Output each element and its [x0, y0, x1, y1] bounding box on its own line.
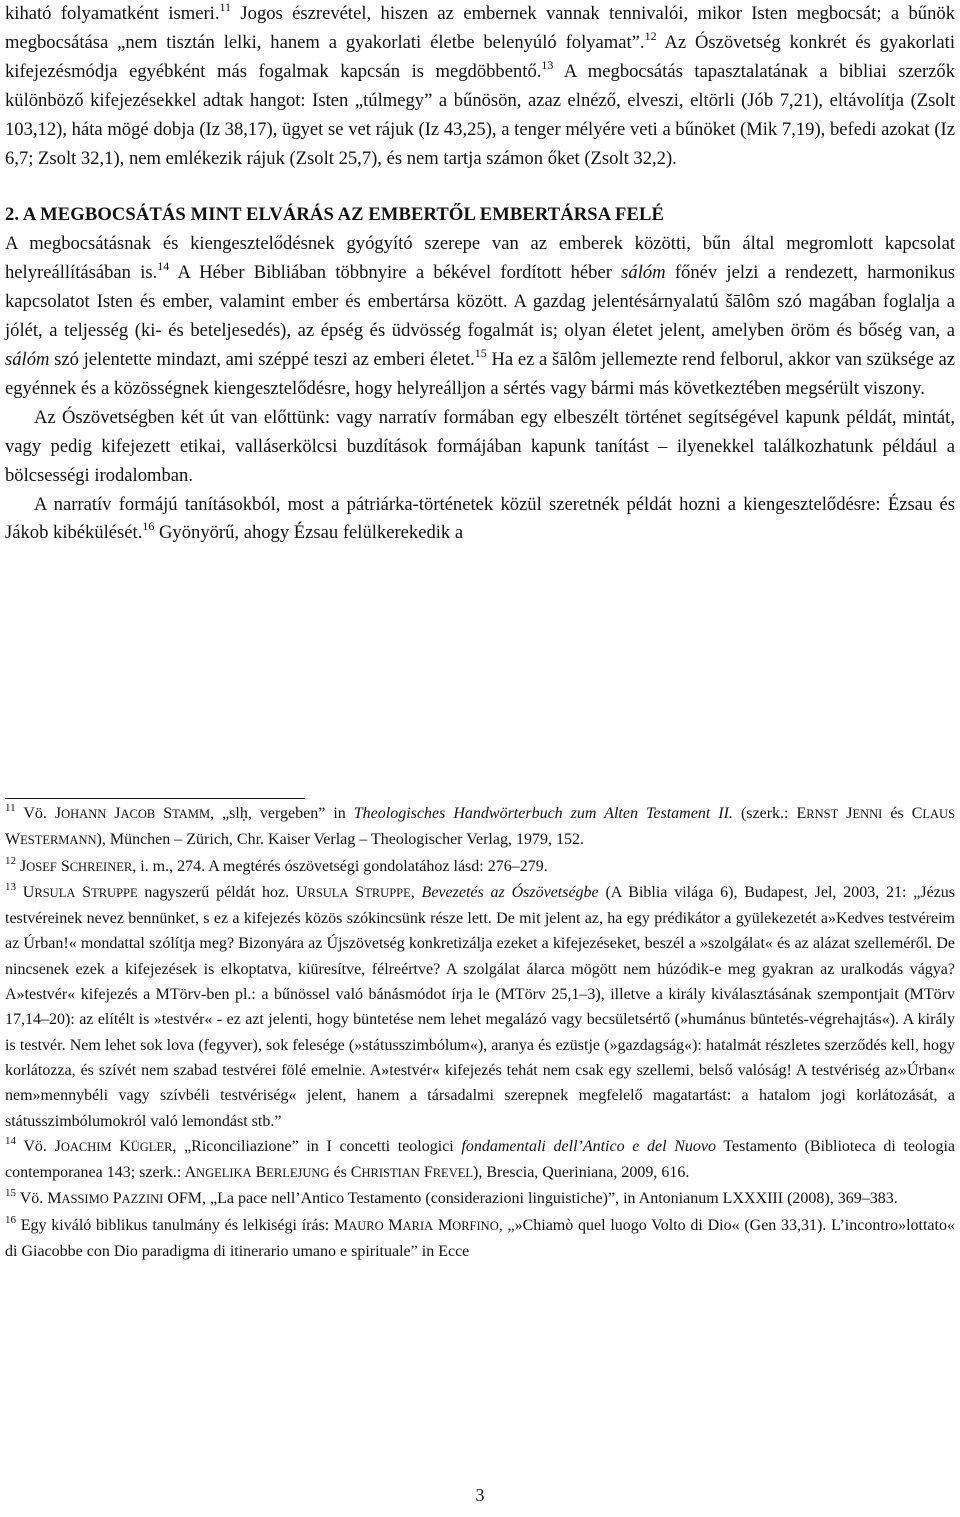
text-run: Gyönyörű, ahogy Ézsau felülkerekedik a — [154, 522, 464, 544]
page-number: 3 — [475, 1485, 485, 1505]
small-caps-run: ACOB — [120, 807, 156, 821]
text-run: A megbocsátásnak és kiengesztelődésnek gyógyító szerepe van az emberek közötti, bűn által megromlott kapcsolat helyreállításában is. — [5, 233, 955, 284]
small-caps-run: HRISTIAN — [361, 1166, 420, 1181]
footnote-16 — [5, 1213, 955, 1265]
italic-title: Bevezetés az Ószövetségbe — [421, 883, 599, 901]
footnote-ref-12[interactable]: 12 — [644, 28, 657, 43]
text-run: U — [16, 883, 35, 901]
text-run: Az Ószövetség konkrét és gyakorlati kifejezésmódja egyébként más fogalmak kapcsán is megdöbbentő. — [5, 31, 955, 82]
text-run: S — [56, 857, 70, 875]
small-caps-run: RSULA — [34, 885, 76, 900]
text-run: Vö. J — [16, 1137, 61, 1155]
paragraph-3: Az Ószövetségben két út van előttünk: vagy narratív formában egy elbeszélt történet segítségével kapunk példát, mintát, vagy pedig kifejezett etikai, valláserkölcsi buzdítások formájában kapunk tanítást – ilyenekkel találkozhatunk például a bölcsességi irodalomban. — [5, 406, 955, 486]
small-caps-run: ERLEJUNG — [266, 1166, 330, 1181]
small-caps-run: ARIA — [402, 1218, 434, 1233]
section-heading: 2. A MEGBOCSÁTÁS MINT ELVÁRÁS AZ EMBERTŐL EMBERTÁRSA FELÉ — [5, 204, 664, 226]
text-run: M — [433, 1216, 453, 1234]
text-run: , i. m., 274. A megtérés ószövetségi gondolatához lásd: 276–279. — [132, 857, 548, 875]
small-caps-run: TRUPPE — [91, 885, 138, 900]
text-run: J — [106, 805, 121, 822]
footnote-number: 13 — [5, 880, 16, 893]
footnote-ref-15[interactable]: 15 — [474, 345, 487, 360]
text-run: K — [111, 1137, 131, 1155]
text-run: Vö. M — [16, 1190, 62, 1208]
small-caps-run: AZZINI — [121, 1192, 164, 1207]
text-run: A narratív formájú tanításokból, most a pátriárka-történetek közül szeretnék példát hozni a kiengesztelődésre: Ézsau és Jákob kibékülését. — [5, 493, 955, 544]
small-caps-run: TRUPPE — [364, 885, 411, 900]
text-run: és C — [329, 1164, 362, 1182]
text-run: M — [383, 1216, 403, 1234]
text-run: , „slḥ, vergeben” in — [210, 805, 354, 822]
text-run: S — [155, 805, 173, 822]
text-run: Egy kiváló biblikus tanulmány és lelkiségi írás: M — [16, 1216, 349, 1234]
small-caps-run: CHREINER — [69, 859, 133, 874]
footnote-number: 15 — [5, 1187, 16, 1200]
small-caps-run: RSULA — [307, 885, 349, 900]
text-run: szó jelentette mindazt, ami széppé teszi az emberi életet. — [49, 348, 475, 370]
small-caps-run: OACHIM — [60, 1139, 112, 1154]
text-run: és C — [882, 805, 923, 822]
italic-term: sálóm — [621, 262, 666, 284]
footnote-12 — [5, 854, 955, 880]
small-caps-run: RNST — [806, 807, 839, 821]
small-caps-run: NGELIKA — [196, 1166, 252, 1181]
text-run: W — [5, 831, 21, 849]
text-run: P — [108, 1190, 122, 1208]
footnote-15 — [5, 1186, 955, 1212]
small-caps-run: REVEL — [432, 1166, 473, 1181]
paragraph-1 — [5, 0, 955, 173]
text-run: (szerk.: E — [732, 805, 807, 822]
footnote-13 — [5, 880, 955, 1134]
text-run: Jogos észrevétel, hiszen az embernek vannak tennivalói, mikor Isten megbocsát; a bűnök megbocsátása „nem tisztán lelki, hanem a gyakorlati életbe belenyúló folyamat”. — [5, 3, 955, 53]
main-text — [5, 0, 955, 548]
italic-title: Theologisches Handwörterbuch zum Alten Testament II. — [353, 805, 733, 822]
small-caps-run: ÜGLER — [130, 1139, 173, 1154]
footnote-ref-11[interactable]: 11 — [219, 0, 232, 14]
small-caps-run: ESTERMANN — [20, 833, 97, 848]
small-caps-run: OSEF — [26, 859, 57, 874]
text-run: főnév jelzi a rendezett, harmonikus kapcsolatot Isten és ember, valamint ember és embertársa között. A gazdag jelentésárnyalatú šālôm szó magában foglalja a jólét, a teljesség (ki- és beteljesedés), az épség és üdvösség fogalmát is; olyan életet jelent, amelyben öröm és bőség van, a — [5, 262, 955, 342]
text-run: , „Riconciliazione” in I concetti teologici — [172, 1137, 462, 1155]
text-run: (A Biblia világa 6), Budapest, Jel, 2003, 21: „Jézus testvéreinek nevez bennünket, s ez a kifejezés közös szókincsünk része lett. De mit jelent az, ha egy prédikátor a gyülekezetét a»Kedves testvéreim az Úrban!« mondattal szólítja meg? Bizonyára az Újszövetség konkretizálja ezeket a kifejezéseket, beszél a »szolgálat« és az alázat szelleméről. De nincsenek ezek a kifejezések is elkoptatva, kiüresítve, félreértve? A szolgálat álarca mögött nem húzódik-e meg gyakran az uralkodás vágya? A»testvér« kifejezés a MTörv-ben pl.: a bűnössel való bánásmódot írja le (MTörv 25,1–3), illetve a király kiválasztásának szempontjait (MTörv 17,14–20): az elítélt is »testvér« - ez azt jelenti, hogy büntetése nem lehet megalázó vagy becsületsértő (»humánus büntetés-végrehajtás«). A király is testvér. Nem lehet sok lova (fegyver), sok felesége (»státusszimbólum«), aranya és ezüstje (»gazdagság«): hatalmát részletes szerződés kell, hogy korlátozza, és szívét nem szabad testvérei fölé emelnie. A»testvér« kifejezés tehát nem csak egy szellemi, belső valóság! A testvériség az»Úrban« nem»mennybéli vagy szívbéli testvériség« jelent, hanem a társadalmi szerepnek megfelelő magatartást: a hatalom jogi korlátozását, a státusszimbólumokról való lemondást stb.” — [5, 883, 956, 1130]
footnote-number: 11 — [5, 802, 16, 814]
footnote-ref-13[interactable]: 13 — [541, 57, 554, 72]
text-run: S — [348, 883, 365, 901]
text-run: ), München – Zürich, Chr. Kaiser Verlag – Theologischer Verlag, 1979, 152. — [96, 831, 584, 849]
footnote-14 — [5, 1134, 955, 1187]
small-caps-run: ENNI — [852, 807, 883, 821]
footnote-ref-14[interactable]: 14 — [157, 259, 170, 274]
small-caps-run: TAMM — [172, 807, 211, 821]
text-run: B — [251, 1164, 267, 1182]
text-run: J — [16, 857, 27, 875]
small-caps-run: AURO — [348, 1218, 384, 1233]
paragraph-2 — [5, 230, 955, 403]
text-run: , „»Chiamò quel luogo Volto di Dio« (Gen 33,31). L’incontro»lottato« di Giacobbe con Dio paradigma di itinerario umano e spirituale” in Ecce — [5, 1216, 955, 1261]
paragraph-4 — [5, 491, 955, 549]
footnotes — [5, 801, 955, 1264]
text-run: , — [410, 883, 422, 901]
footnote-separator — [5, 798, 305, 799]
text-run: A Héber Bibliában többnyire a békével fordított héber — [169, 262, 622, 284]
small-caps-run: ORFINO — [452, 1218, 499, 1233]
text-run: ), Brescia, Queriniana, 2009, 616. — [473, 1164, 690, 1182]
italic-term: sálóm — [5, 348, 50, 370]
footnote-ref-16[interactable]: 16 — [142, 519, 155, 534]
text-run: kiható folyamatként ismeri. — [5, 3, 220, 24]
text-run: J — [54, 805, 62, 822]
text-run: Ha ez a šālôm jellemezte rend felborul, akkor van szüksége az egyénnek és a közösségnek kiengesztelődésre, hogy helyreálljon a sértés vagy bármi más következtében megsérült viszony. — [5, 348, 955, 399]
text-run: nagyszerű példát hoz. U — [137, 883, 308, 901]
small-caps-run: OHANN — [61, 807, 107, 821]
small-caps-run: LAUS — [922, 807, 956, 821]
text-run: Vö. — [15, 805, 55, 822]
text-run: J — [838, 805, 853, 822]
footnote-number: 14 — [5, 1134, 16, 1147]
text-run: F — [419, 1164, 433, 1182]
footnote-number: 12 — [5, 854, 16, 867]
italic-title: fondamentali dell’Antico e del Nuovo — [461, 1137, 717, 1155]
small-caps-run: ASSIMO — [61, 1192, 109, 1207]
footnote-number: 16 — [5, 1213, 16, 1226]
footnote-11 — [5, 801, 955, 854]
text-run: S — [75, 883, 92, 901]
text-run: Testamento (Biblioteca di teologia contemporanea 143; szerk.: A — [5, 1137, 955, 1182]
text-run: OFM, „La pace nell’Antico Testamento (considerazioni linguistiche)”, in Antonianum LXXXIII (2008), 369–383. — [163, 1190, 898, 1208]
text-run: A megbocsátás tapasztalatának a bibliai szerzők különböző kifejezésekkel adtak hangot: Isten „túlmegy” a bűnösön, azaz elnéző, elveszi, eltörli (Jób 7,21), eltávolítja (Zsolt 103,12), háta mögé dobja (Iz 38,17), ügyet se vet rájuk (Iz 43,25), a tenger mélyére veti a bűnöket (Mik 7,19), befedi azokat (Iz 6,7; Zsolt 32,1), nem emlékezik rájuk (Zsolt 25,7), és nem tartja számon őket (Zsolt 32,2). — [5, 60, 955, 169]
